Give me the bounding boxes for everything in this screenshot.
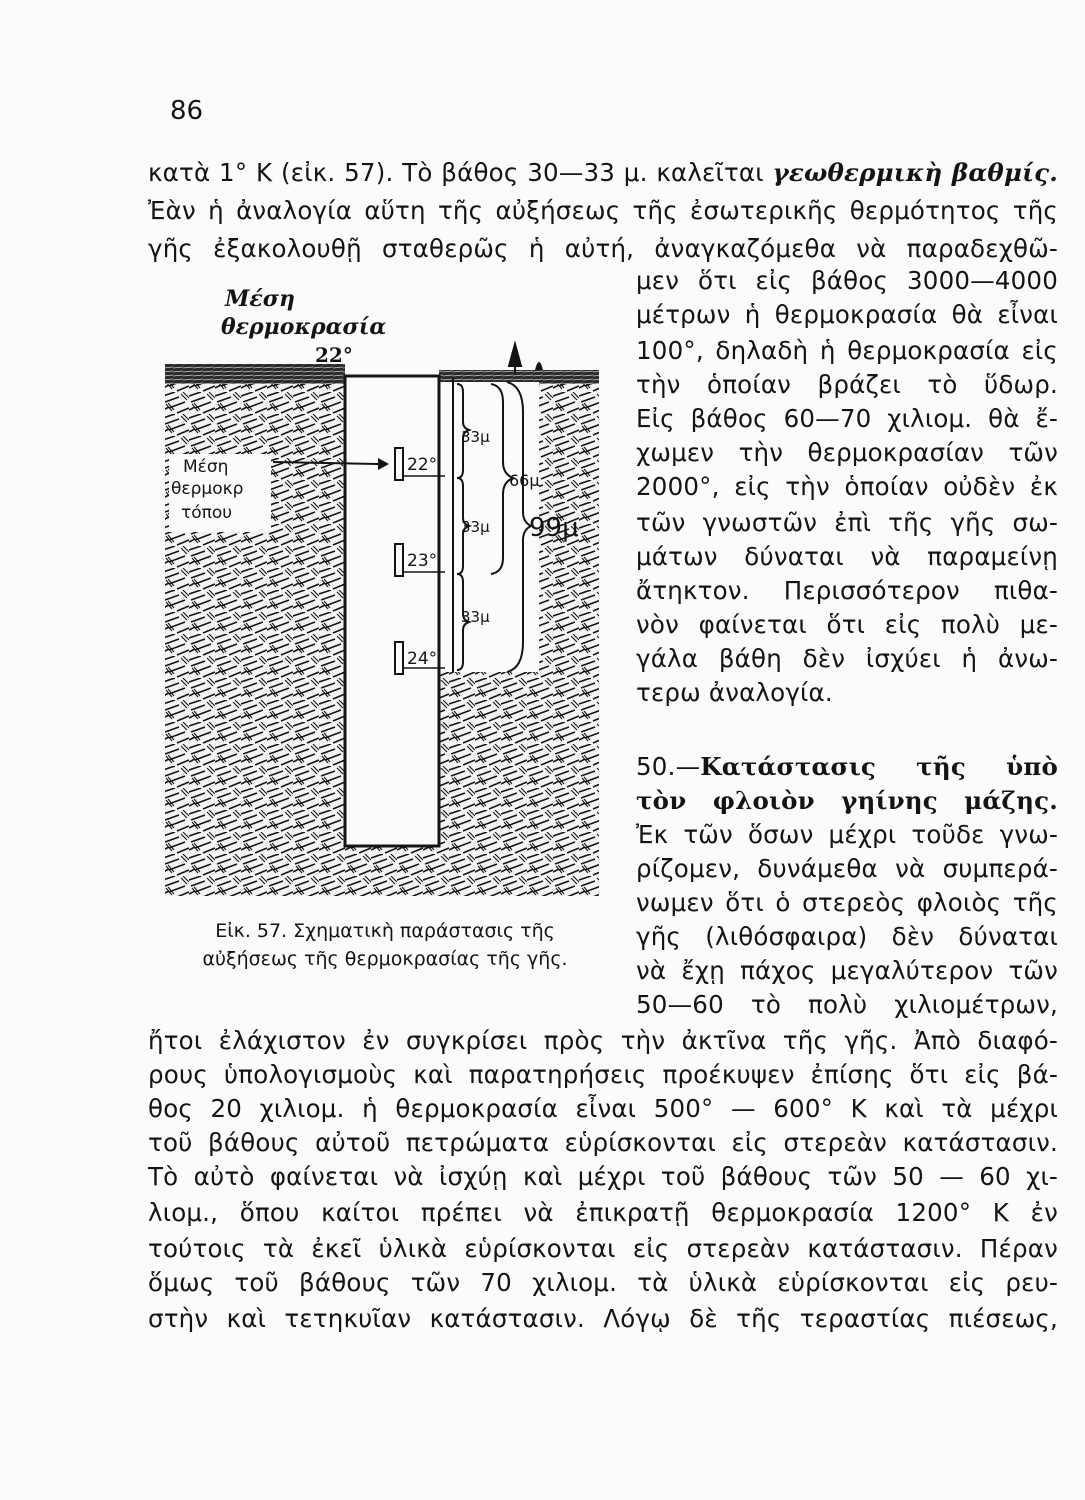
text-line: γάλα βάθη δὲν ἰσχύει ἡ ἀνω-	[636, 644, 1058, 673]
text-line: ρίζομεν, δυνάμεθα νὰ συμπερά-	[636, 854, 1058, 883]
text-line: ρους ὑπολογισμοὺς καὶ παρατηρήσεις προέκυψεν ἐπίσης ὅτι εἰς βά-	[148, 1060, 1058, 1089]
text-line: ἤτοι ἐλάχιστον ἐν συγκρίσει πρὸς τὴν ἀκτῖνα τῆς γῆς. Ἀπὸ διαφό-	[148, 1026, 1058, 1055]
text-line: νὰ ἔχῃ πάχος μεγαλύτερον τῶν	[636, 956, 1058, 985]
text-line: Τὸ αὐτὸ φαίνεται νὰ ἰσχύῃ καὶ μέχρι τοῦ βάθους τῶν 50 — 60 χι-	[148, 1162, 1058, 1191]
text-line: Εἰς βάθος 60—70 χιλιομ. θὰ ἔ-	[636, 404, 1058, 433]
text-line: χωμεν τὴν θερμοκρασίαν τῶν	[636, 438, 1058, 467]
text-line: Ἐκ τῶν ὅσων μέχρι τοῦδε γνω-	[636, 820, 1058, 849]
thermometer-icon	[395, 448, 403, 480]
text-line: ἄτηκτον. Περισσότερον πιθα-	[636, 576, 1058, 605]
text-line: μάτων δύναται νὰ παραμείνῃ	[636, 542, 1058, 571]
segment-label-2: 33μ	[461, 518, 490, 536]
segment-label-1: 33μ	[461, 428, 490, 446]
label-mean-temp-line2: θερμοκρασία	[221, 314, 387, 340]
text-line: τὴν ὁποίαν βράζει τὸ ὕδωρ.	[636, 370, 1058, 399]
figure-caption-line2: αὐξήσεως τῆς θερμοκρασίας τῆς γῆς.	[202, 948, 568, 970]
thermometer-icon	[395, 642, 403, 674]
well-diagram	[163, 282, 601, 902]
text-line: νωμεν ὅτι ὁ στερεὸς φλοιὸς τῆς	[636, 888, 1058, 917]
thermometer-icon	[395, 544, 403, 576]
text-line: μέτρων ἡ θερμοκρασία θὰ εἶναι	[636, 300, 1058, 329]
figure-caption-line1: Εἰκ. 57. Σχηματικὴ παράστασις τῆς	[215, 920, 555, 942]
thermometer-label-1: 22°	[407, 455, 438, 475]
text-line: τερω ἀναλογία.	[636, 678, 833, 707]
text-line: θος 20 χιλιομ. ἡ θερμοκρασία εἶναι 500° — 600° Κ καὶ τὰ μέχρι	[148, 1094, 1058, 1123]
text-line: Ἐὰν ἡ ἀναλογία αὕτη τῆς αὐξήσεως τῆς ἐσωτερικῆς θερμότητος τῆς	[148, 196, 1058, 225]
thermometer-label-2: 23°	[407, 551, 438, 571]
text-line: 2000°, εἰς τὴν ὁποίαν οὐδὲν ἐκ	[636, 472, 1058, 501]
thermometer-label-3: 24°	[407, 649, 438, 669]
label-side-line1: Μέση	[183, 457, 229, 477]
text-line: 100°, δηλαδὴ ἡ θερμοκρασία εἰς	[636, 336, 1058, 365]
text-line: γῆς ἐξακολουθῇ σταθερῶς ἡ αὐτή, ἀναγκαζόμεθα νὰ παραδεχθῶ-	[148, 234, 1058, 263]
combined-label-66m: 66μ	[509, 471, 540, 490]
label-side-line3: τόπου	[181, 503, 233, 523]
text-line: γῆς (λιθόσφαιρα) δὲν δύναται	[636, 922, 1058, 951]
page-number: 86	[170, 96, 204, 126]
text-line: στὴν καὶ τετηκυῖαν κατάστασιν. Λόγῳ δὲ τῆς τεραστίας πιέσεως,	[148, 1304, 1058, 1333]
figure-geothermal-well	[163, 282, 601, 902]
text-line: λιομ., ὅπου καίτοι πρέπει νὰ ἐπικρατῇ θερμοκρασία 1200° Κ ἐν	[148, 1198, 1058, 1227]
text-line: 50—60 τὸ πολὺ χιλιομέτρων,	[636, 990, 1058, 1019]
tree-icon	[535, 362, 543, 370]
surface-soil-right	[439, 370, 599, 384]
tree-icon	[509, 344, 521, 374]
text-line: τῶν γνωστῶν ἐπὶ τῆς γῆς σω-	[636, 508, 1058, 537]
label-mean-temp-line1: Μέση	[225, 286, 295, 312]
text-line: κατὰ 1° Κ (εἰκ. 57). Τὸ βάθος 30—33 μ. καλεῖται γεωθερμικὴ βαθμίς.	[148, 158, 1058, 187]
text-line: νὸν φαίνεται ὅτι εἰς πολὺ με-	[636, 610, 1058, 639]
combined-label-99m: 99μ	[529, 513, 579, 543]
label-side-line2: θερμοκρ	[171, 479, 244, 499]
segment-label-3: 33μ	[461, 608, 490, 626]
text-line: ὅμως τοῦ βάθους τῶν 70 χιλιομ. τὰ ὑλικὰ εὑρίσκονται εἰς ρευ-	[148, 1268, 1058, 1297]
well-shaft	[345, 376, 439, 846]
section-heading-continued: τὸν φλοιὸν γηίνης μάζης.	[636, 786, 1058, 815]
text-line: μεν ὅτι εἰς βάθος 3000—4000	[636, 266, 1058, 295]
rock-bottom	[345, 844, 439, 896]
text-line: τούτοις τὰ ἐκεῖ ὑλικὰ εὑρίσκονται εἰς στερεὰν κατάστασιν. Πέραν	[148, 1234, 1058, 1263]
surface-soil-left	[165, 364, 345, 384]
label-mean-temp-value: 22°	[315, 343, 353, 367]
section-heading: 50.—Κατάστασις τῆς ὑπὸ	[636, 752, 1058, 781]
text-line: τοῦ βάθους αὐτοῦ πετρώματα εὑρίσκονται εἰς στερεὰν κατάστασιν.	[148, 1128, 1058, 1157]
